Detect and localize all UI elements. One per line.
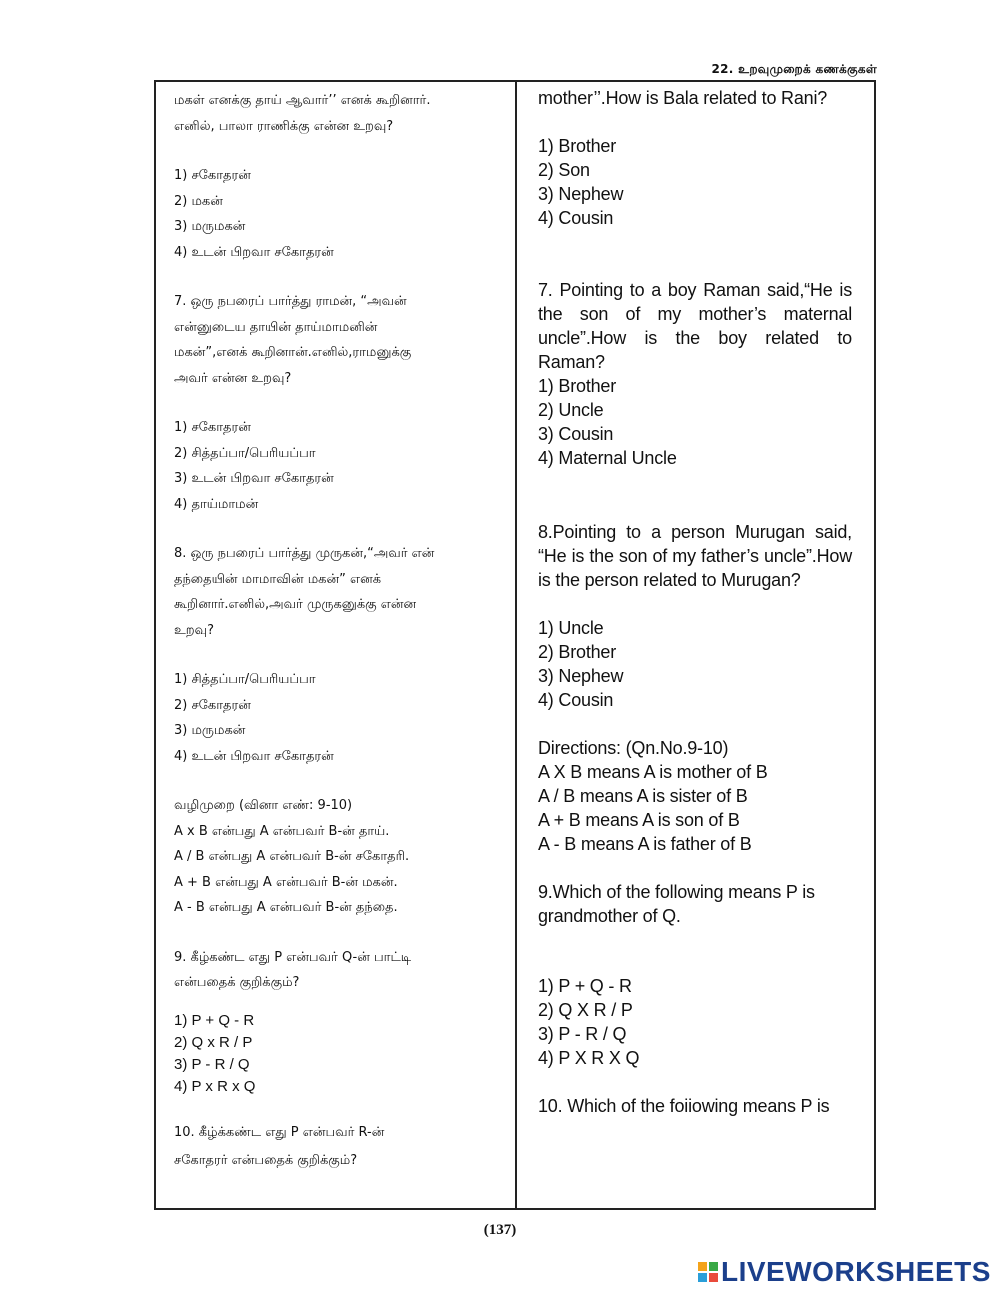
q7-tamil-option: 1) சகோதரன் xyxy=(174,420,251,435)
q6-tamil-option: 3) மருமகன் xyxy=(174,219,246,234)
tamil-column xyxy=(174,88,494,1173)
q8-tamil-line: தந்தையின் மாமாவின் மகன்” எனக் xyxy=(174,571,382,587)
q7-tamil-line: மகன்”,எனக் கூறினான்.எனில்,ராமனுக்கு xyxy=(174,345,412,360)
q10-english-text: 10. Which of the foiiowing means P is xyxy=(538,1096,830,1116)
directions-english-line: A X B means A is mother of B xyxy=(538,762,768,782)
directions-english-line: Directions: (Qn.No.9-10) xyxy=(538,738,729,758)
q6-english-option: 3) Nephew xyxy=(538,184,624,204)
q7-tamil-line: என்னுடைய தாயின் தாய்மாமனின் xyxy=(174,319,378,335)
q7-tamil-option: 4) தாய்மாமன் xyxy=(174,496,259,512)
chapter-header: 22. உறவுமுறைக் கணக்குகள் xyxy=(711,62,877,76)
q9-english-option: 1) P + Q - R xyxy=(538,976,632,996)
brand-name: LIVEWORKSHEETS xyxy=(721,1256,991,1287)
q7-english-option: 3) Cousin xyxy=(538,424,614,444)
q6-tamil-option: 4) உடன் பிறவா சகோதரன் xyxy=(174,244,334,260)
q8-english-option: 4) Cousin xyxy=(538,690,614,710)
q8-tamil-option: 2) சகோதரன் xyxy=(174,697,251,713)
liveworksheets-brand xyxy=(698,1256,991,1288)
column-divider xyxy=(515,82,517,1208)
q10-tamil-line: 10. கீழ்க்கண்ட எது P என்பவர் R-ன் xyxy=(174,1124,385,1140)
q7-english-option: 2) Uncle xyxy=(538,400,604,420)
directions-tamil-line: வழிமுறை (வினா எண்: 9-10) xyxy=(174,798,353,813)
q8-tamil-option: 1) சித்தப்பா/பெரியப்பா xyxy=(174,672,316,687)
english-column xyxy=(538,86,852,1118)
directions-tamil-line: A + B என்பது A என்பவர் B-ன் மகன். xyxy=(174,874,398,890)
q6-english-option: 2) Son xyxy=(538,160,590,180)
q7-english-option: 4) Maternal Uncle xyxy=(538,448,677,468)
q7-tamil-option: 2) சித்தப்பா/பெரியப்பா xyxy=(174,445,316,461)
q7-tamil-line: 7. ஒரு நபரைப் பார்த்து ராமன், “அவன் xyxy=(174,294,407,309)
q9-tamil-line: 9. கீழ்கண்ட எது P என்பவர் Q-ன் பாட்டி xyxy=(174,949,412,965)
q7-tamil-option: 3) உடன் பிறவா சகோதரன் xyxy=(174,471,334,486)
directions-tamil-line: A / B என்பது A என்பவர் B-ன் சகோதரி. xyxy=(174,849,410,864)
directions-tamil-line: A - B என்பது A என்பவர் B-ன் தந்தை. xyxy=(174,900,398,915)
q7-english-text: 7. Pointing to a boy Raman said,“He is the son of my mother’s maternal uncle”.How is the boy related to Raman? xyxy=(538,280,852,372)
q8-tamil-option: 4) உடன் பிறவா சகோதரன் xyxy=(174,748,334,764)
directions-english-line: A - B means A is father of B xyxy=(538,834,752,854)
q6-tamil-option: 1) சகோதரன் xyxy=(174,168,251,183)
q9-english-option: 4) P X R X Q xyxy=(538,1048,640,1068)
q8-english-text: 8.Pointing to a person Murugan said, “He is the son of my father’s uncle”.How is the person related to Murugan? xyxy=(538,522,852,590)
content-frame xyxy=(154,80,876,1210)
q10-tamil-line: சகோதரர் என்பதைக் குறிக்கும்? xyxy=(174,1152,358,1168)
q8-tamil-line: 8. ஒரு நபரைப் பார்த்து முருகன்,“அவர் என் xyxy=(174,546,435,561)
q9-english-option: 2) Q X R / P xyxy=(538,1000,633,1020)
q9-tamil-option: 1) P + Q - R xyxy=(174,1011,255,1029)
directions-tamil-line: A x B என்பது A என்பவர் B-ன் தாய். xyxy=(174,823,390,839)
q9-tamil-option: 2) Q x R / P xyxy=(174,1033,253,1051)
q8-english-option: 3) Nephew xyxy=(538,666,624,686)
q6-tamil-option: 2) மகன் xyxy=(174,193,223,209)
q6-english-text: mother’’.How is Bala related to Rani? xyxy=(538,88,828,108)
q8-tamil-option: 3) மருமகன் xyxy=(174,723,246,738)
q6-tamil-line: எனில், பாலா ராணிக்கு என்ன உறவு? xyxy=(174,118,394,134)
q9-tamil-option: 3) P - R / Q xyxy=(174,1055,250,1073)
q8-tamil-line: கூறினார்.எனில்,அவர் முருகனுக்கு என்ன xyxy=(174,597,417,612)
page-number: (137) xyxy=(483,1222,517,1238)
q8-english-option: 1) Uncle xyxy=(538,618,604,638)
q9-tamil-option: 4) P x R x Q xyxy=(174,1077,256,1095)
q9-english-text: 9.Which of the following means P is grandmother of Q. xyxy=(538,882,815,926)
q6-english-option: 1) Brother xyxy=(538,136,617,156)
q9-english-option: 3) P - R / Q xyxy=(538,1024,627,1044)
q6-tamil-line: மகள் எனக்கு தாய் ஆவார்’’ எனக் கூறினார். xyxy=(174,93,431,108)
q9-tamil-line: என்பதைக் குறிக்கும்? xyxy=(174,975,300,990)
liveworksheets-logo-icon xyxy=(698,1262,718,1282)
directions-english-line: A + B means A is son of B xyxy=(538,810,740,830)
q6-english-option: 4) Cousin xyxy=(538,208,614,228)
q7-tamil-line: அவர் என்ன உறவு? xyxy=(174,370,292,386)
q7-english-option: 1) Brother xyxy=(538,376,617,396)
q8-tamil-line: உறவு? xyxy=(174,622,214,638)
directions-english-line: A / B means A is sister of B xyxy=(538,786,748,806)
q8-english-option: 2) Brother xyxy=(538,642,617,662)
